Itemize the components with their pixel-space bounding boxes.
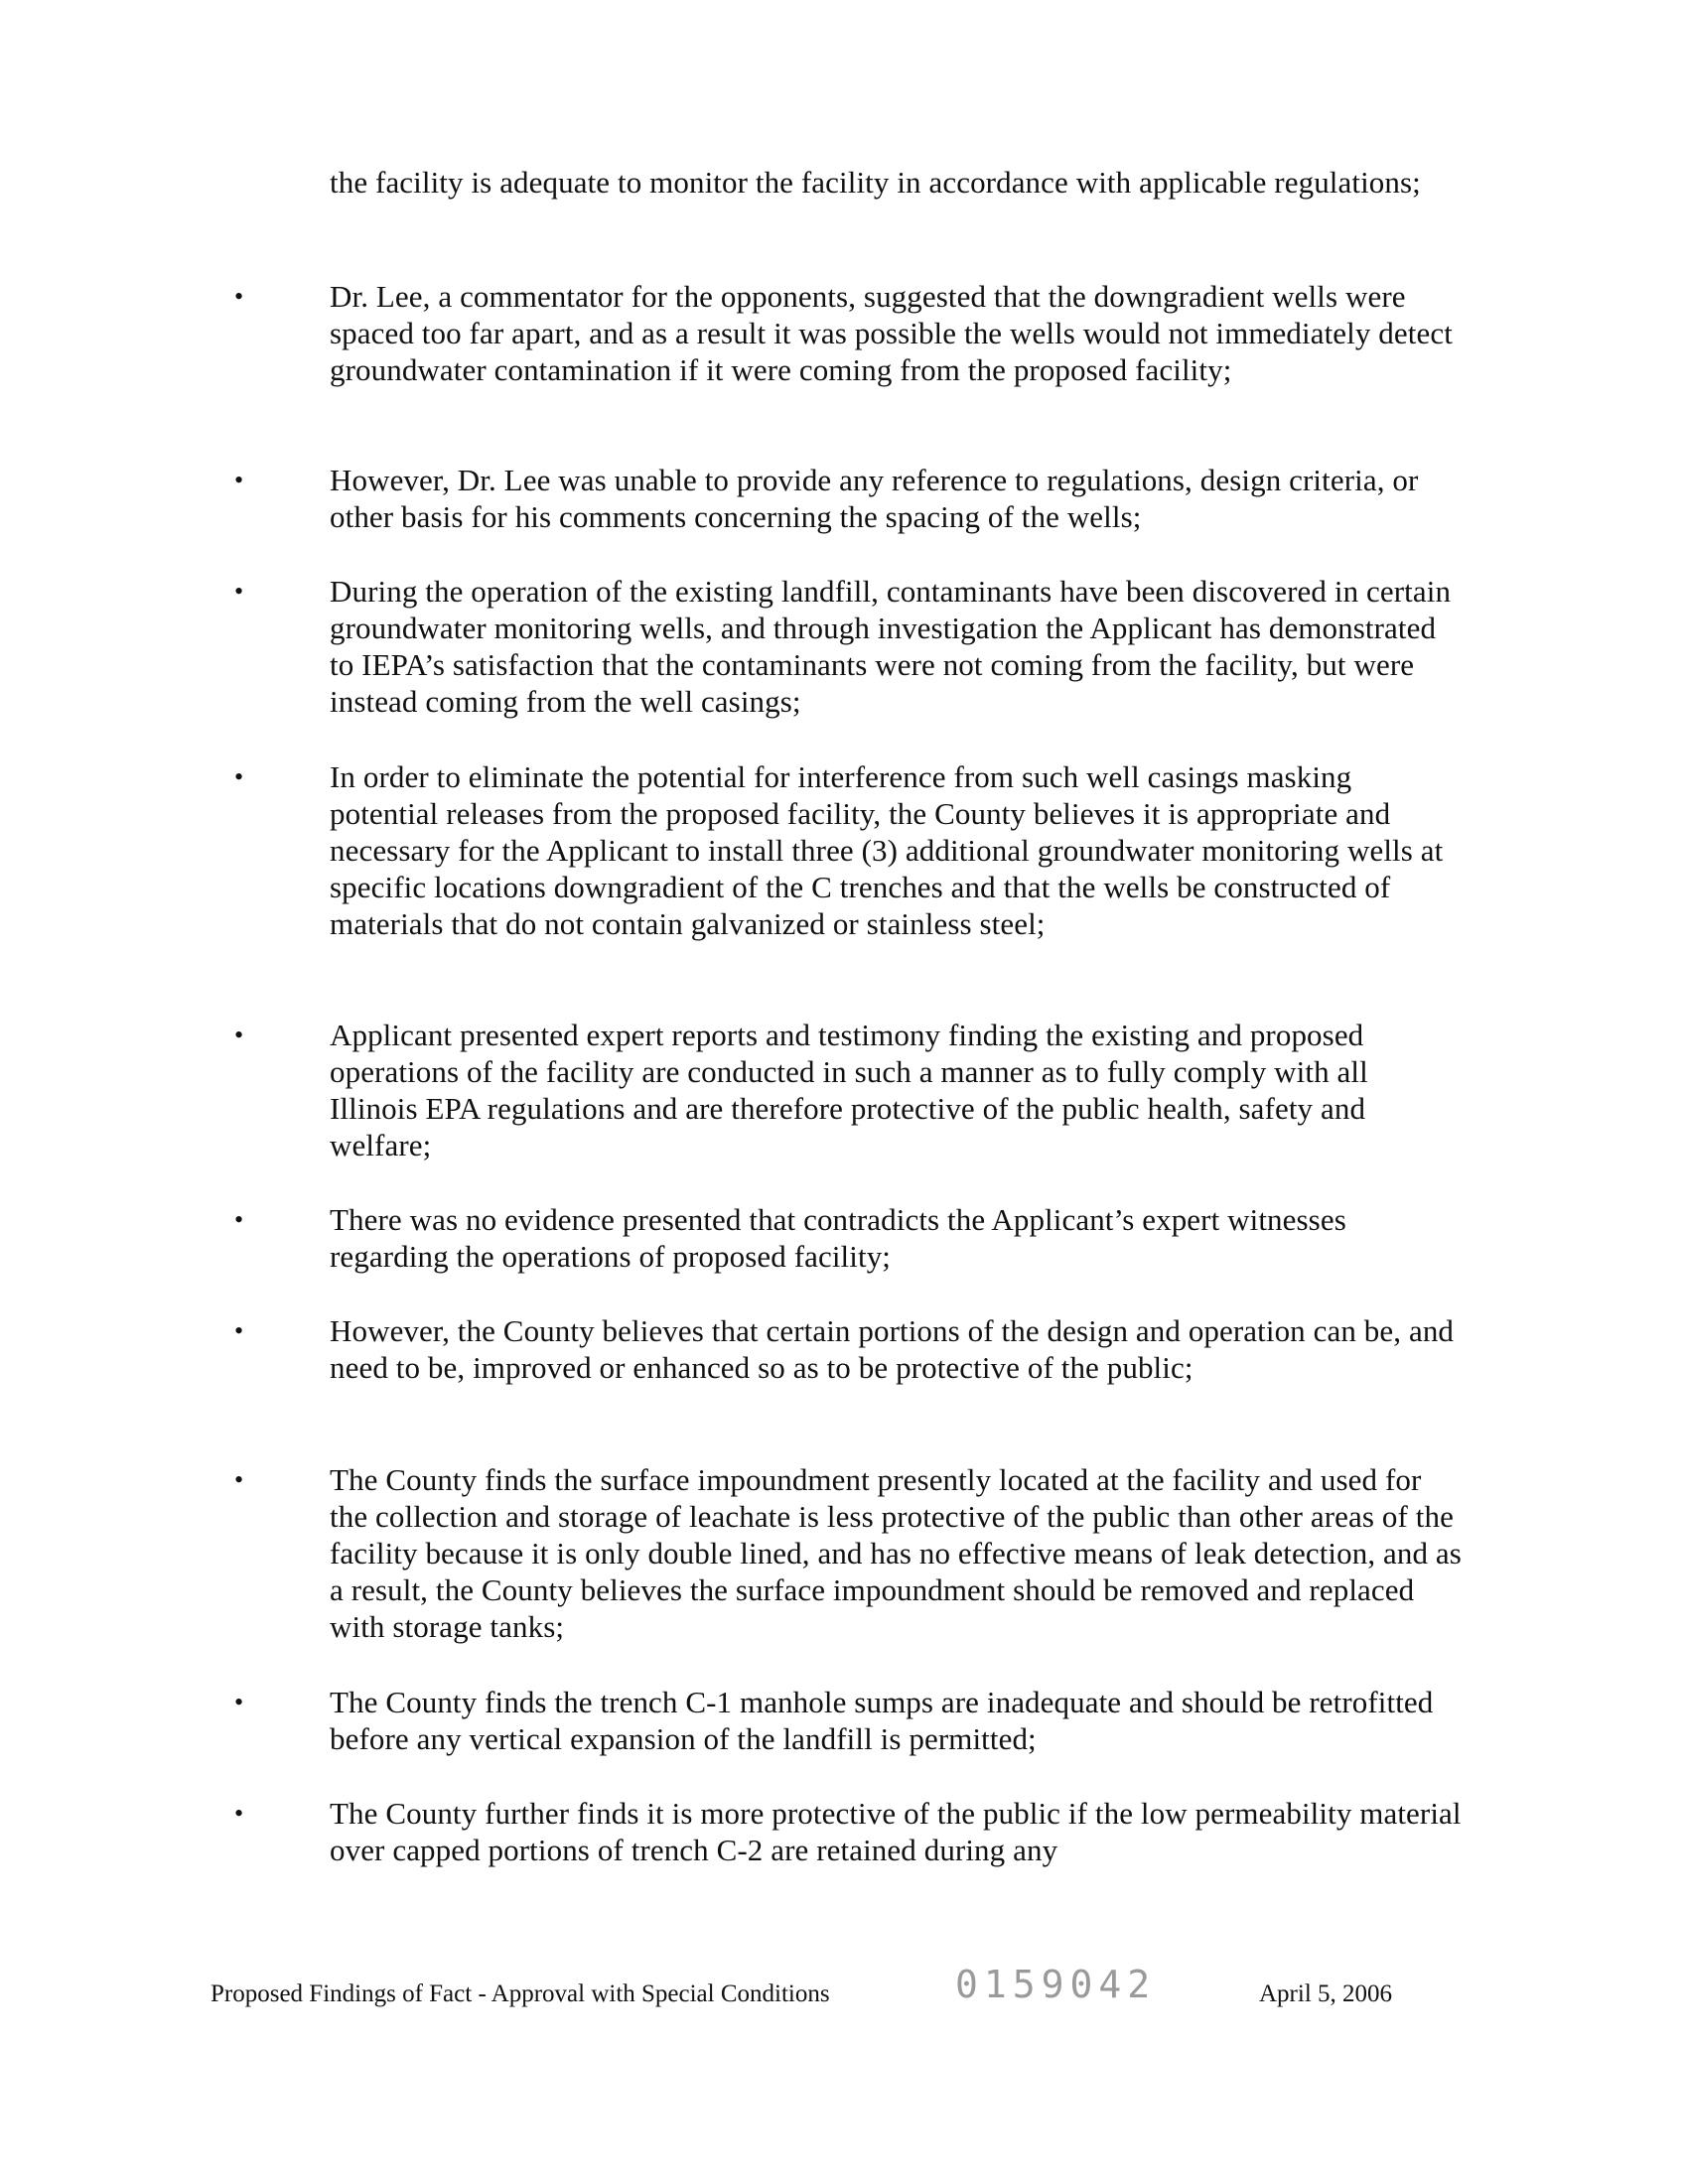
bullet-marker: • [234,577,244,606]
bullet-marker: • [234,1205,244,1234]
bullet-text: However, the County believes that certain portions of the design and operation can be, and need to be, improved or enhanced so as to be protective of the public; [330,1313,1455,1385]
continuation-paragraph: the facility is adequate to monitor the facility in accordance with applicable regulations; [330,165,1421,200]
bullet-text: During the operation of the existing landfill, contaminants have been discovered in certain groundwater monitoring wells, and through investigation the Applicant has demonstrated to IEPA’s satisfaction that the contaminants were not coming from the facility, but were instead coming from the well casings; [330,574,1452,719]
footer-document-title: Proposed Findings of Fact - Approval with Special Conditions [210,1980,830,2007]
bullet-text: The County further finds it is more protective of the public if the low permeability material over capped portions of trench C-2 are retained during any [330,1796,1462,1867]
bullet-marker: • [234,1799,244,1828]
bullet-marker: • [234,1021,244,1049]
bullet-marker: • [234,282,244,311]
bullet-text: The County finds the trench C-1 manhole sumps are inadequate and should be retrofitted before any vertical expansion of the landfill is permitted; [330,1685,1434,1756]
footer-date: April 5, 2006 [1259,1980,1393,2007]
bullet-text: In order to eliminate the potential for interference from such well casings masking potential releases from the proposed facility, the County believes it is appropriate and necessary for the Applicant to install three (3) additional groundwater monitoring wells at specific locations downgradient of the C trenches and that the wells be constructed of materials that do not contain galvanized or stainless steel; [330,759,1444,941]
bullet-marker: • [234,762,244,791]
bullet-text: However, Dr. Lee was unable to provide any reference to regulations, design criteria, or other basis for his comments concerning the spacing of the wells; [330,463,1419,534]
bullet-marker: • [234,466,244,494]
bullet-marker: • [234,1688,244,1716]
bullet-marker: • [234,1316,244,1345]
bullet-text: The County finds the surface impoundment presently located at the facility and used for the collection and storage of leachate is less protective of the public than other areas of the facility because it is only double lined, and has no effective means of leak detection, and as a result, the County believes the surface impoundment should be removed and replaced with storage tanks; [330,1462,1462,1644]
bullet-text: Applicant presented expert reports and testimony finding the existing and proposed operations of the facility are conducted in such a manner as to fully comply with all Illinois EPA regulations and are therefore protective of the public health, safety and welfare; [330,1018,1368,1162]
bullet-text: Dr. Lee, a commentator for the opponents, suggested that the downgradient wells were spaced too far apart, and as a result it was possible the wells would not immediately detect groundwater contamination if it were coming from the proposed facility; [330,279,1453,387]
bullet-marker: • [234,1465,244,1494]
bullet-text: There was no evidence presented that contradicts the Applicant’s expert witnesses regarding the operations of proposed facility; [330,1202,1346,1274]
bates-stamp: 0159042 [955,1963,1157,2006]
